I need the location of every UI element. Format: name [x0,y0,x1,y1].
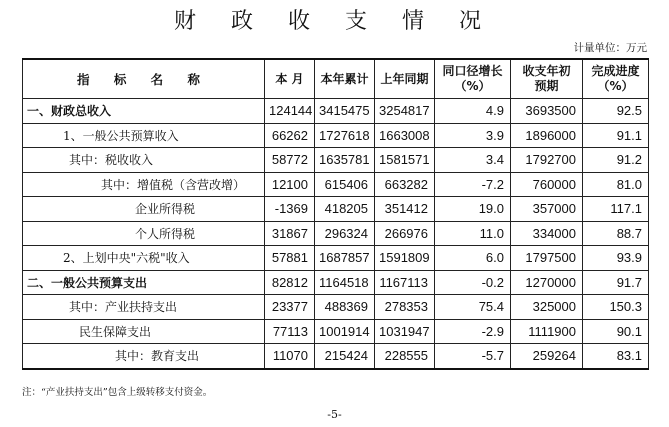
table-row [23,99,649,124]
cell-last-year: 1167113 [375,270,435,295]
row-label: 其中：税收收入 [23,148,265,173]
cell-progress: 88.7 [583,221,649,246]
cell-growth: 75.4 [435,295,511,320]
cell-budget: 760000 [511,172,583,197]
cell-progress: 92.5 [583,99,649,124]
cell-ytd: 296324 [315,221,375,246]
header-progress-line2: （%） [597,79,634,93]
row-label: 企业所得税 [23,197,265,222]
table-row [23,172,649,197]
cell-budget: 1270000 [511,270,583,295]
cell-growth: 11.0 [435,221,511,246]
cell-progress: 83.1 [583,344,649,369]
cell-progress: 81.0 [583,172,649,197]
fiscal-table [22,58,649,370]
table-row [23,123,649,148]
cell-month: 82812 [265,270,315,295]
cell-progress: 91.1 [583,123,649,148]
cell-progress: 91.7 [583,270,649,295]
cell-growth: 3.4 [435,148,511,173]
cell-month: 124144 [265,99,315,124]
cell-growth: 6.0 [435,246,511,271]
cell-budget: 325000 [511,295,583,320]
row-label: 1、一般公共预算收入 [23,123,265,148]
cell-month: -1369 [265,197,315,222]
cell-last-year: 1663008 [375,123,435,148]
cell-growth: 4.9 [435,99,511,124]
cell-month: 12100 [265,172,315,197]
page-number: -5- [327,408,342,421]
unit-label: 计量单位：万元 [573,42,647,54]
cell-ytd: 1687857 [315,246,375,271]
table-row [23,295,649,320]
table-row [23,148,649,173]
header-month: 本 月 [265,59,315,99]
header-last-year: 上年同期 [375,59,435,99]
cell-growth: 3.9 [435,123,511,148]
cell-month: 58772 [265,148,315,173]
cell-budget: 3693500 [511,99,583,124]
cell-last-year: 1591809 [375,246,435,271]
cell-growth: -2.9 [435,319,511,344]
cell-last-year: 3254817 [375,99,435,124]
header-progress [583,59,649,99]
cell-progress: 150.3 [583,295,649,320]
cell-ytd: 488369 [315,295,375,320]
cell-last-year: 1031947 [375,319,435,344]
cell-progress: 93.9 [583,246,649,271]
row-label: 二、一般公共预算支出 [23,270,265,295]
row-label: 个人所得税 [23,221,265,246]
header-budget-line2: 预期 [534,79,559,93]
cell-month: 11070 [265,344,315,369]
cell-budget: 1111900 [511,319,583,344]
cell-ytd: 615406 [315,172,375,197]
header-progress-line1: 完成进度 [591,64,640,78]
table-row [23,270,649,295]
table-row [23,319,649,344]
cell-last-year: 278353 [375,295,435,320]
row-label: 其中：产业扶持支出 [23,295,265,320]
cell-last-year: 228555 [375,344,435,369]
header-budget [511,59,583,99]
table-row [23,221,649,246]
cell-ytd: 418205 [315,197,375,222]
cell-budget: 1896000 [511,123,583,148]
cell-budget: 1797500 [511,246,583,271]
cell-last-year: 663282 [375,172,435,197]
header-budget-line1: 收支年初 [522,64,571,78]
cell-ytd: 215424 [315,344,375,369]
cell-progress: 117.1 [583,197,649,222]
cell-month: 66262 [265,123,315,148]
footnote: 注：“产业扶持支出”包含上级转移支付资金。 [22,387,213,398]
cell-month: 23377 [265,295,315,320]
cell-growth: -0.2 [435,270,511,295]
cell-last-year: 1581571 [375,148,435,173]
cell-budget: 357000 [511,197,583,222]
cell-month: 57881 [265,246,315,271]
row-label: 2、上划中央"六税"收入 [23,246,265,271]
cell-growth: -7.2 [435,172,511,197]
cell-budget: 1792700 [511,148,583,173]
table-header-row [23,59,649,99]
row-label: 其中：增值税（含营改增） [23,172,265,197]
cell-month: 31867 [265,221,315,246]
cell-last-year: 266976 [375,221,435,246]
cell-ytd: 1164518 [315,270,375,295]
table-row [23,246,649,271]
cell-progress: 90.1 [583,319,649,344]
cell-growth: 19.0 [435,197,511,222]
cell-ytd: 1001914 [315,319,375,344]
cell-budget: 259264 [511,344,583,369]
cell-ytd: 1635781 [315,148,375,173]
page-title: 财 政 收 支 情 况 [174,9,495,34]
cell-growth: -5.7 [435,344,511,369]
cell-ytd: 3415475 [315,99,375,124]
cell-ytd: 1727618 [315,123,375,148]
cell-last-year: 351412 [375,197,435,222]
header-growth-line1: 同口径增长 [442,64,503,78]
cell-budget: 334000 [511,221,583,246]
header-growth-line2: （%） [454,79,491,93]
header-name: 指 标 名 称 [23,59,265,99]
row-label: 民生保障支出 [23,319,265,344]
table-row [23,344,649,369]
cell-progress: 91.2 [583,148,649,173]
header-growth [435,59,511,99]
row-label: 其中：教育支出 [23,344,265,369]
cell-month: 77113 [265,319,315,344]
row-label: 一、财政总收入 [23,99,265,124]
header-ytd: 本年累计 [315,59,375,99]
table-row [23,197,649,222]
